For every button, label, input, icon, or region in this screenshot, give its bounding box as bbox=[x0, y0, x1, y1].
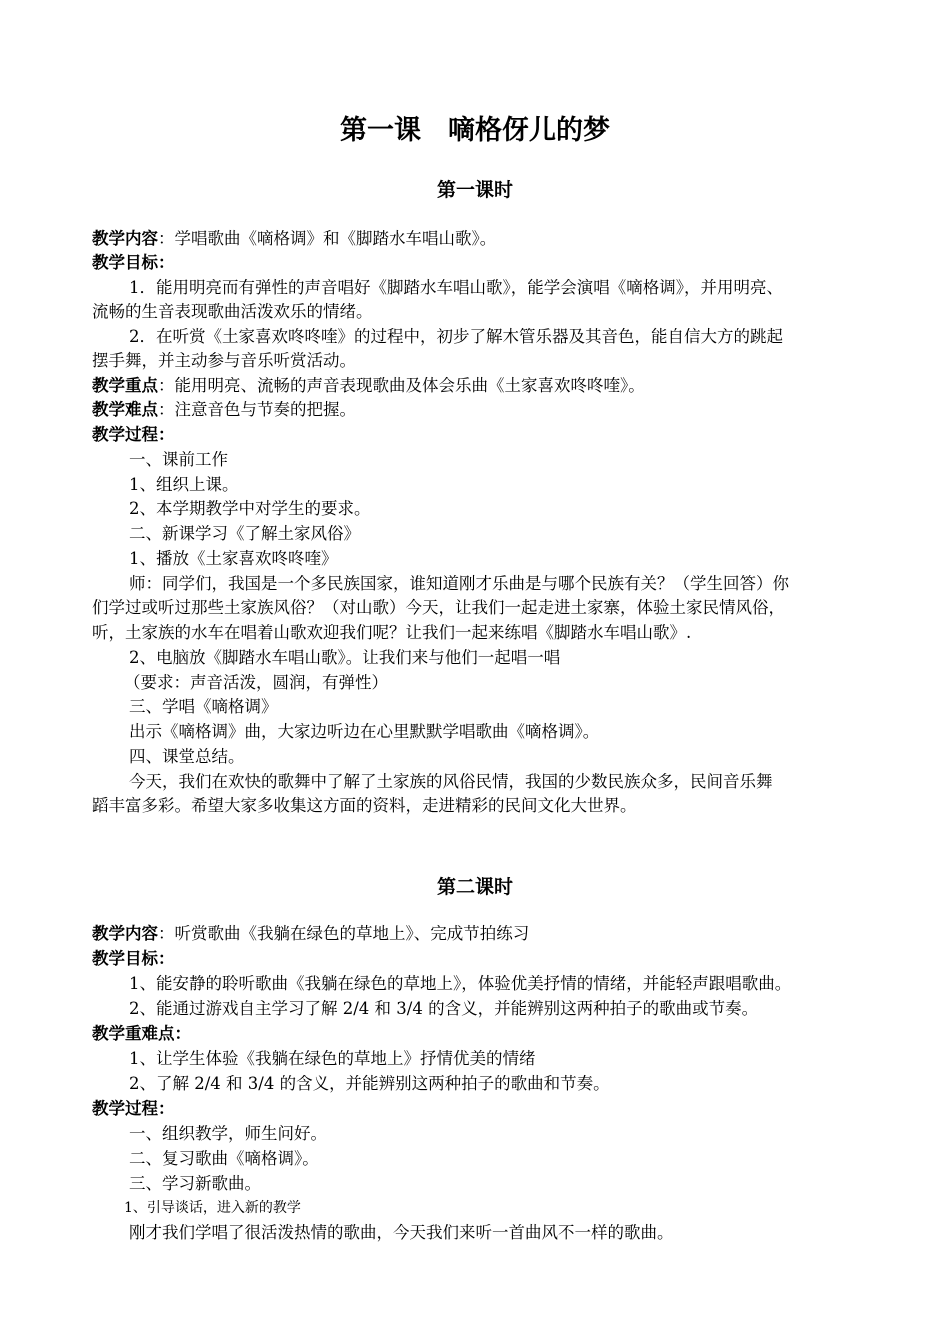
lesson2-goals-heading bbox=[92, 946, 862, 971]
lesson2-process-heading bbox=[92, 1096, 862, 1121]
lesson1-dialogue-line1: 师：同学们，我国是一个多民族国家，谁知道刚才乐曲是与哪个民族有关？（学生回答）你 bbox=[129, 574, 789, 593]
lesson1-step: 三、学唱《嘀格调》 bbox=[129, 697, 278, 716]
lesson1-heading: 第一课时 bbox=[436, 179, 513, 201]
lesson2-key-item: 2、了解 2/4 和 3/4 的含义，并能辨别这两种拍子的歌曲和节奏。 bbox=[129, 1074, 610, 1093]
lesson1-requirement: （要求：声音活泼，圆润，有弹性） bbox=[124, 673, 388, 692]
lesson1-process-colon: ： bbox=[158, 425, 175, 444]
lesson2-goals-colon: ： bbox=[158, 949, 175, 968]
page-title: 第一课 嘀格伢儿的梦 bbox=[340, 115, 610, 146]
lesson1-goals-heading bbox=[92, 250, 862, 275]
lesson1-goal1-line2: 流畅的生音表现歌曲活泼欢乐的情绪。 bbox=[92, 302, 373, 321]
lesson1-goals-label: 教学目标 bbox=[92, 253, 158, 272]
lesson2-goal: 2、能通过游戏自主学习了解 2/4 和 3/4 的含义，并能辨别这两种拍子的歌曲或节奏。 bbox=[129, 999, 759, 1018]
lesson1-goal1-line1: 1．能用明亮而有弹性的声音唱好《脚踏水车唱山歌》，能学会演唱《嘀格调》，并用明亮、 bbox=[129, 278, 783, 297]
lesson1-summary-line1: 今天，我们在欢快的歌舞中了解了土家族的风俗民情，我国的少数民族众多，民间音乐舞 bbox=[129, 772, 773, 791]
lesson1-step: 1、播放《土家喜欢咚咚喹》 bbox=[129, 549, 338, 568]
lesson1-step: 一、课前工作 bbox=[129, 450, 228, 469]
lesson1-process-heading bbox=[92, 422, 862, 447]
lesson1-dialogue-line2: 们学过或听过那些土家族风俗？（对山歌）今天，让我们一起走进土家寨，体验土家民情风俗， bbox=[92, 598, 785, 617]
lesson1-goal2-line2: 摆手舞，并主动参与音乐听赏活动。 bbox=[92, 351, 356, 370]
lesson1-key bbox=[92, 373, 862, 398]
lesson1-summary-line2: 蹈丰富多彩。希望大家多收集这方面的资料，走进精彩的民间文化大世界。 bbox=[92, 796, 637, 815]
lesson1-step: 二、新课学习《了解土家风俗》 bbox=[129, 524, 360, 543]
lesson1-step: 出示《嘀格调》曲，大家边听边在心里默默学唱歌曲《嘀格调》。 bbox=[129, 722, 600, 741]
lesson2-content-label: 教学内容 bbox=[92, 924, 158, 943]
lesson2-key-item: 1、让学生体验《我躺在绿色的草地上》抒情优美的情绪 bbox=[129, 1049, 536, 1068]
lesson1-diff-text: ：注意音色与节奏的把握。 bbox=[158, 400, 356, 419]
lesson2-step: 二、复习歌曲《嘀格调》。 bbox=[129, 1149, 319, 1168]
lesson2-content-text: ：听赏歌曲《我躺在绿色的草地上》、完成节拍练习 bbox=[158, 924, 530, 943]
lesson2-process-label: 教学过程 bbox=[92, 1099, 158, 1118]
lesson2-step: 刚才我们学唱了很活泼热情的歌曲，今天我们来听一首曲风不一样的歌曲。 bbox=[129, 1223, 674, 1242]
lesson2-key-heading bbox=[92, 1021, 862, 1046]
lesson1-key-text: ：能用明亮、流畅的声音表现歌曲及体会乐曲《土家喜欢咚咚喹》。 bbox=[158, 376, 645, 395]
lesson1-step: 四、课堂总结。 bbox=[129, 747, 245, 766]
lesson2-key-label: 教学重难点 bbox=[92, 1024, 175, 1043]
lesson2-step: 一、组织教学，师生问好。 bbox=[129, 1124, 327, 1143]
lesson2-content bbox=[92, 921, 862, 946]
lesson1-diff-label: 教学难点 bbox=[92, 400, 158, 419]
lesson1-step: 2、本学期教学中对学生的要求。 bbox=[129, 499, 371, 518]
lesson2-key-colon: ： bbox=[174, 1024, 191, 1043]
lesson1-goal2-line1: 2．在听赏《土家喜欢咚咚喹》的过程中，初步了解木管乐器及其音色，能自信大方的跳起 bbox=[129, 327, 783, 346]
lesson1-content-label: 教学内容 bbox=[92, 229, 158, 248]
lesson1-step: 2、电脑放《脚踏水车唱山歌》。让我们来与他们一起唱一唱 bbox=[129, 648, 561, 667]
lesson2-goals-label: 教学目标 bbox=[92, 949, 158, 968]
lesson2-process-colon: ： bbox=[158, 1099, 175, 1118]
lesson1-step: 1、组织上课。 bbox=[129, 475, 239, 494]
lesson2-heading: 第二课时 bbox=[436, 876, 513, 898]
lesson1-key-label: 教学重点 bbox=[92, 376, 158, 395]
lesson2-step: 三、学习新歌曲。 bbox=[129, 1174, 261, 1193]
lesson2-step-small: 1、引导谈话，进入新的教学 bbox=[124, 1200, 301, 1216]
lesson1-difficulty bbox=[92, 397, 862, 422]
lesson2-goal: 1、能安静的聆听歌曲《我躺在绿色的草地上》，体验优美抒情的情绪，并能轻声跟唱歌曲。 bbox=[129, 974, 792, 993]
lesson1-goals-colon: ： bbox=[158, 253, 175, 272]
lesson1-content bbox=[92, 226, 862, 251]
lesson1-dialogue-line3: 听，土家族的水车在唱着山歌欢迎我们呢？让我们一起来练唱《脚踏水车唱山歌》. bbox=[92, 623, 692, 642]
lesson1-process-label: 教学过程 bbox=[92, 425, 158, 444]
lesson1-content-text: ：学唱歌曲《嘀格调》和《脚踏水车唱山歌》。 bbox=[158, 229, 497, 248]
